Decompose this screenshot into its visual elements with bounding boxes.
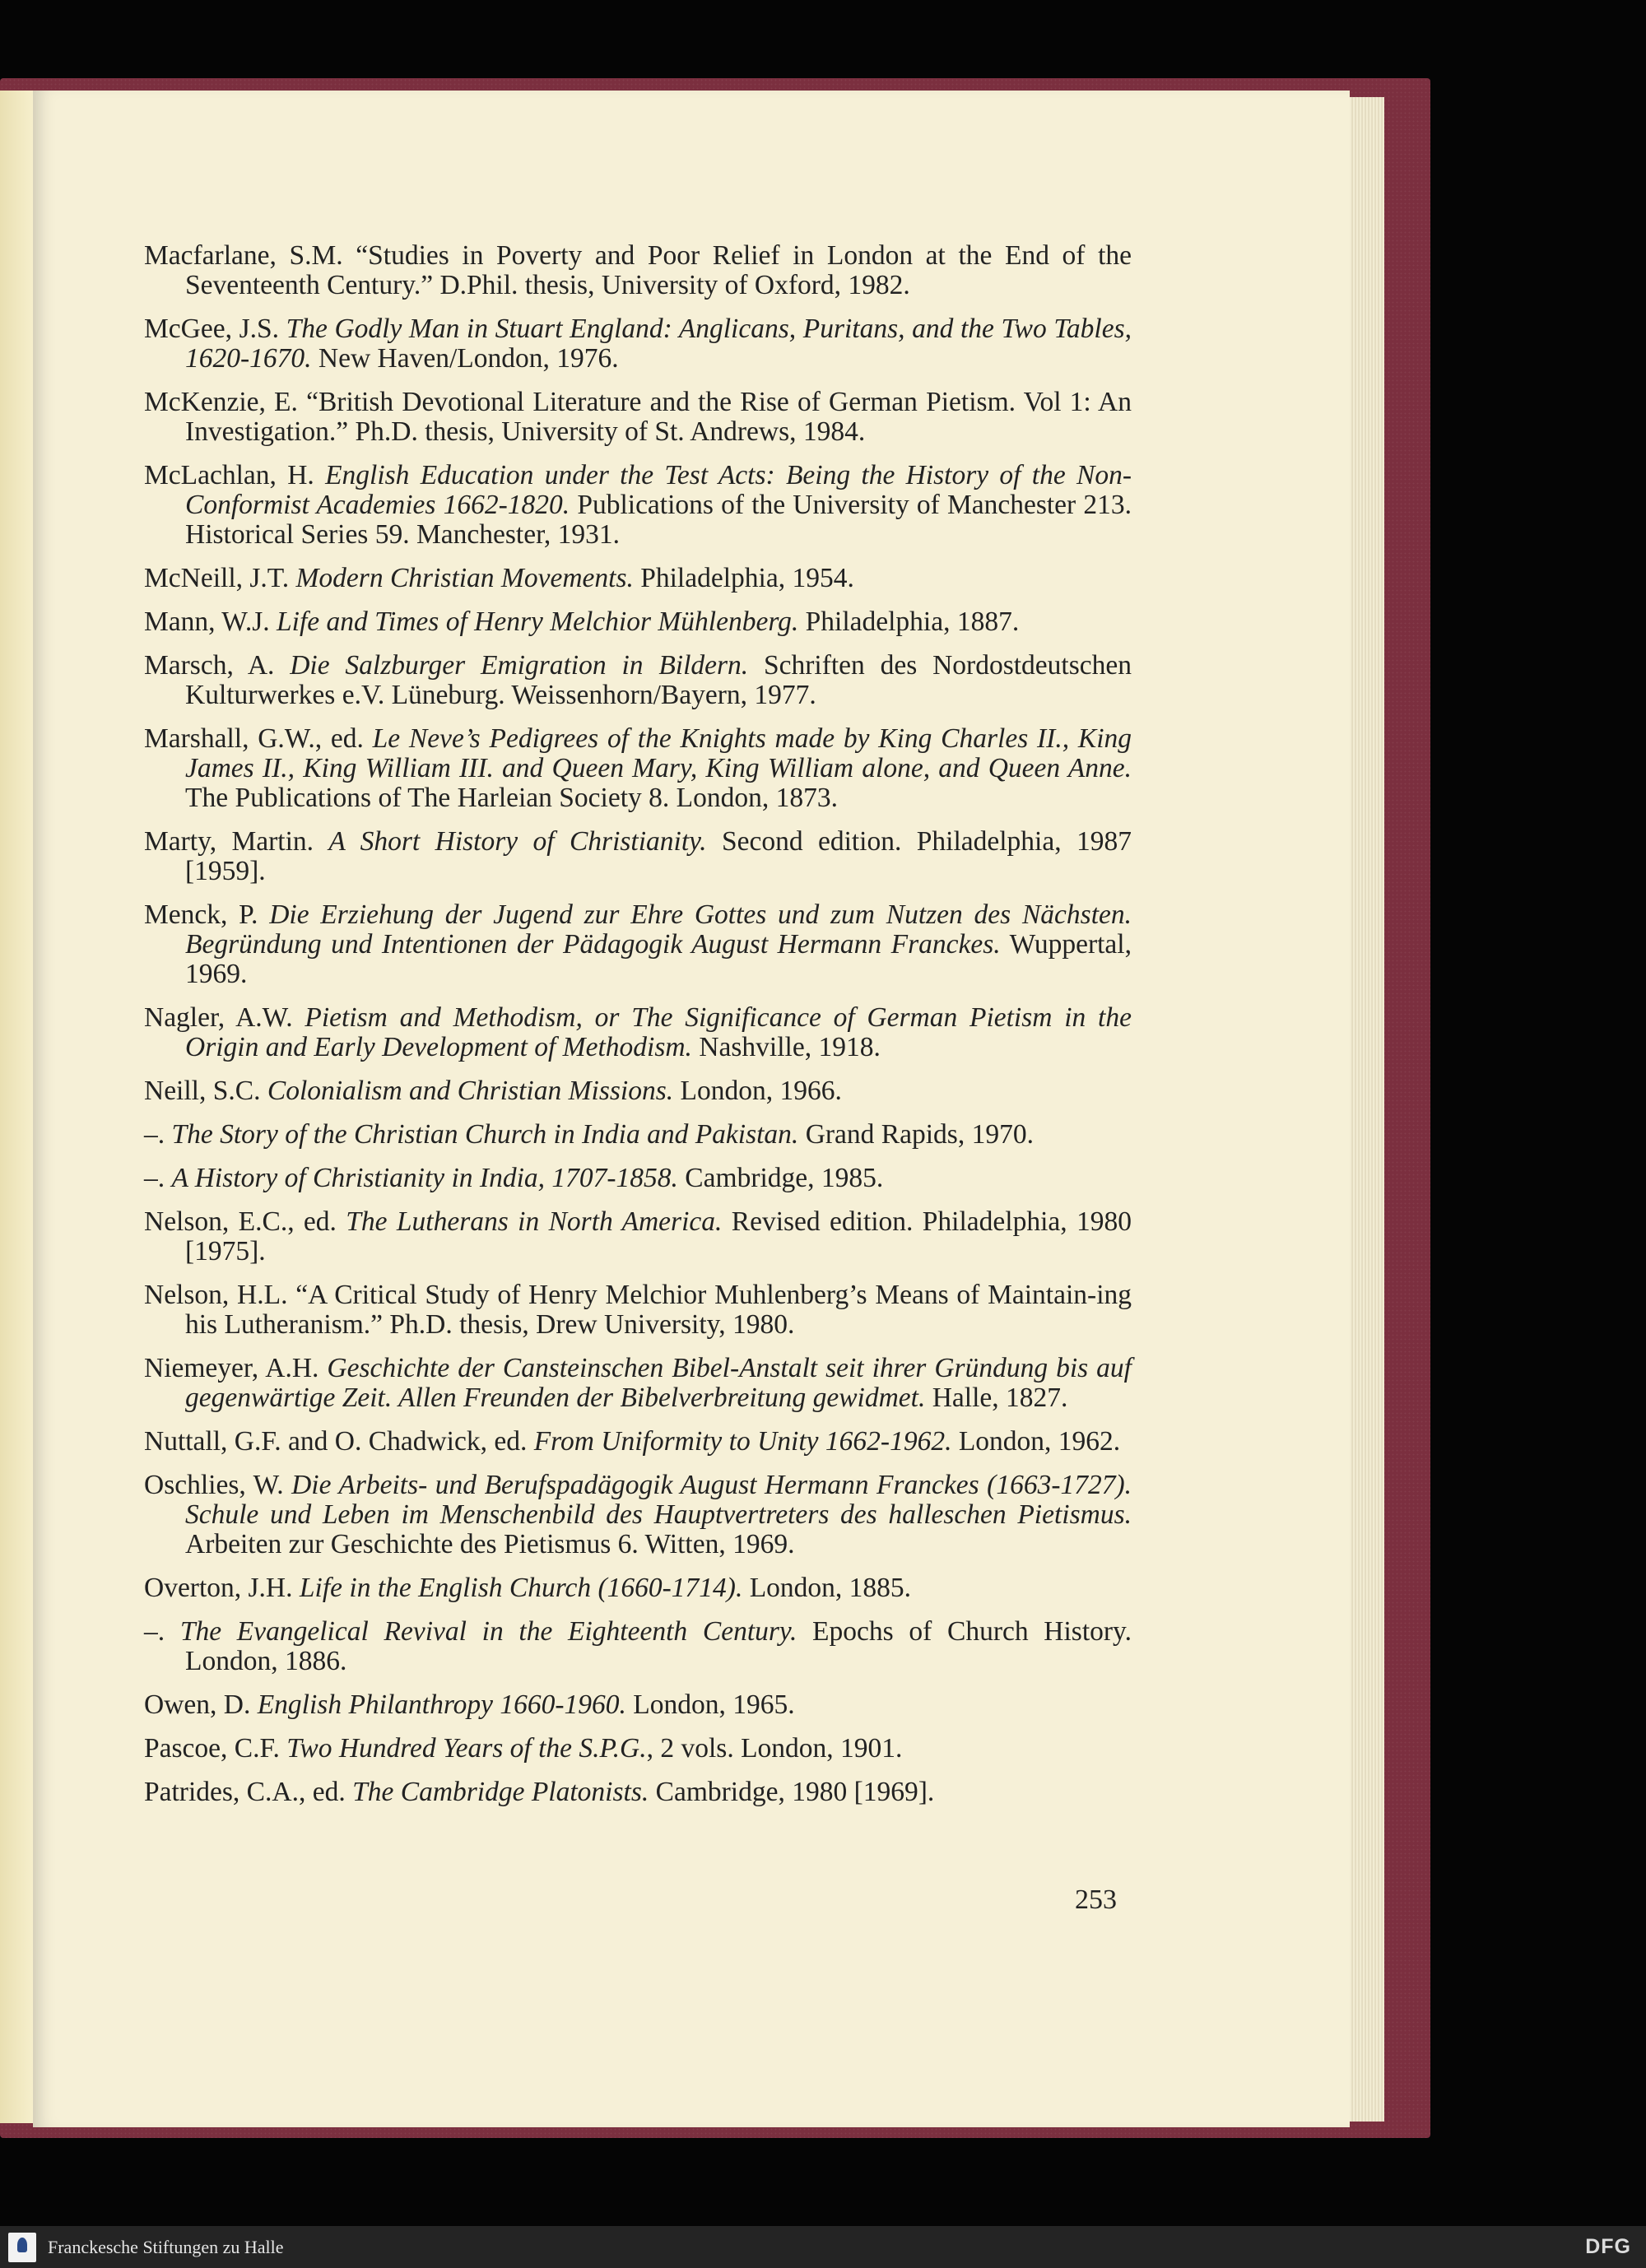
entry-title: The Lutherans in North America. <box>346 1206 723 1237</box>
entry-text: Menck, P. <box>144 899 270 930</box>
bibliography-entry <box>144 900 1132 989</box>
entry-text: Niemeyer, A.H. <box>144 1353 328 1383</box>
entry-title: English Education under the Test Acts: Being the History of the Non-Conformist Academies 1662-1820. <box>185 460 1132 520</box>
bibliography-entry <box>144 241 1132 300</box>
entry-text: Pascoe, C.F. <box>144 1733 287 1764</box>
entry-text: Marshall, G.W., ed. <box>144 723 373 754</box>
entry-text: McNeill, J.T. <box>144 563 296 593</box>
entry-title: The Godly Man in Stuart England: Anglicans, Puritans, and the Two Tables, 1620-1670. <box>185 314 1132 374</box>
entry-text: Neill, S.C. <box>144 1076 267 1106</box>
entry-text: The Publications of The Harleian Society 8. London, 1873. <box>185 783 838 813</box>
page-stack-edges <box>1350 97 1384 2122</box>
entry-text: –. <box>144 1163 172 1193</box>
bibliography-entry <box>144 1164 1132 1193</box>
bibliography-entry <box>144 564 1132 593</box>
entry-title: English Philanthropy 1660-1960. <box>257 1689 626 1720</box>
entry-text: McGee, J.S. <box>144 314 286 344</box>
entry-title: Colonialism and Christian Missions. <box>267 1076 674 1106</box>
bibliography-entry <box>144 1120 1132 1150</box>
entry-title: Le Neve’s Pedigrees of the Knights made by King Charles II., King James II., King William III. and Queen Mary, King William alone, and Queen Anne. <box>185 723 1132 783</box>
bibliography-entry <box>144 724 1132 813</box>
entry-title: The Story of the Christian Church in India and Pakistan. <box>171 1119 799 1150</box>
entry-title: Life and Times of Henry Melchior Mühlenberg. <box>277 607 799 637</box>
entry-text: Nelson, E.C., ed. <box>144 1206 346 1237</box>
entry-title: Die Arbeits- und Berufspadägogik August Hermann Franckes (1663-1727). Schule und Leben im Menschenbild des Hauptvertreters des halleschen Pietismus. <box>185 1470 1132 1530</box>
entry-text: Oschlies, W. <box>144 1470 292 1500</box>
entry-text: Mann, W.J. <box>144 607 277 637</box>
entry-title: A History of Christianity in India, 1707-1858. <box>171 1163 678 1193</box>
bibliography-entry <box>144 1354 1132 1413</box>
entry-text: –. <box>144 1119 172 1150</box>
bibliography-entry <box>144 607 1132 637</box>
entry-text: Philadelphia, 1887. <box>798 607 1020 637</box>
entry-title: Life in the English Church (1660-1714). <box>299 1573 743 1603</box>
entry-title: The Evangelical Revival in the Eighteenth Century. <box>179 1616 797 1647</box>
entry-text: New Haven/London, 1976. <box>311 343 619 374</box>
entry-text: Cambridge, 1985. <box>677 1163 884 1193</box>
entry-text: London, 1962. <box>951 1426 1121 1457</box>
entry-text: Marty, Martin. <box>144 826 329 857</box>
entry-title: Geschichte der Cansteinschen Bibel-Anstalt seit ihrer Gründung bis auf gegenwärtige Zeit. Allen Freunden der Bibelverbreitung gewidmet. <box>185 1353 1132 1413</box>
entry-title: Die Erziehung der Jugend zur Ehre Gottes und zum Nutzen des Nächsten. Begründung und Intentionen der Pädagogik August Hermann Franckes. <box>185 899 1132 960</box>
bibliography-entry <box>144 1427 1132 1457</box>
entry-text: Owen, D. <box>144 1689 258 1720</box>
entry-text: Epochs of Church History. London, 1886. <box>185 1616 1132 1676</box>
entry-text: Patrides, C.A., ed. <box>144 1777 353 1807</box>
entry-text: McKenzie, E. “British Devotional Literature and the Rise of German Pietism. Vol 1: An Investigation.” Ph.D. thesis, University of St. Andrews, 1984. <box>144 387 1132 447</box>
entry-text: Nashville, 1918. <box>691 1032 881 1062</box>
entry-text: Halle, 1827. <box>925 1383 1068 1413</box>
entry-text: Schriften des Nordostdeutschen Kulturwerkes e.V. Lüneburg. Weissenhorn/Bayern, 1977. <box>185 650 1132 710</box>
entry-text: Nelson, H.L. “A Critical Study of Henry Melchior Muhlenberg’s Means of Maintain-ing his Lutheranism.” Ph.D. thesis, Drew University, 1980. <box>144 1280 1132 1340</box>
bibliography-entry <box>144 314 1132 374</box>
bibliography-entry <box>144 461 1132 550</box>
bibliography-entry <box>144 1573 1132 1603</box>
entry-text: –. <box>144 1616 180 1647</box>
bibliography-list <box>144 241 1132 1821</box>
entry-text: Revised edition. Philadelphia, 1980 [1975]. <box>185 1206 1132 1266</box>
page-number: 253 <box>1075 1885 1117 1915</box>
bibliography-entry <box>144 1778 1132 1807</box>
entry-title: The Cambridge Platonists. <box>352 1777 649 1807</box>
bibliography-entry <box>144 1003 1132 1062</box>
entry-title: Modern Christian Movements. <box>295 563 634 593</box>
entry-text: Grand Rapids, 1970. <box>798 1119 1034 1150</box>
entry-text: Publications of the University of Manchester 213. Historical Series 59. Manchester, 1931. <box>185 490 1132 550</box>
entry-text: Nuttall, G.F. and O. Chadwick, ed. <box>144 1426 534 1457</box>
bibliography-entry <box>144 1690 1132 1720</box>
entry-text: McLachlan, H. <box>144 460 326 490</box>
bibliography-entry <box>144 827 1132 886</box>
entry-text: , 2 vols. London, 1901. <box>646 1733 903 1764</box>
entry-text: Second edition. Philadelphia, 1987 [1959]. <box>185 826 1132 886</box>
entry-text: Marsch, A. <box>144 650 291 681</box>
viewer-footer-bar <box>0 2226 1646 2268</box>
bibliography-entry <box>144 388 1132 447</box>
entry-title: Two Hundred Years of the S.P.G. <box>286 1733 647 1764</box>
left-page-edge <box>0 91 33 2123</box>
entry-text: Macfarlane, S.M. “Studies in Poverty and Poor Relief in London at the End of the Seventeenth Century.” D.Phil. thesis, University of Oxford, 1982. <box>144 240 1132 300</box>
bibliography-entry <box>144 1280 1132 1340</box>
bibliography-entry <box>144 1076 1132 1106</box>
entry-text: London, 1965. <box>625 1689 795 1720</box>
entry-text: Cambridge, 1980 [1969]. <box>649 1777 935 1807</box>
entry-text: Arbeiten zur Geschichte des Pietismus 6. Witten, 1969. <box>185 1529 795 1559</box>
entry-title: Die Salzburger Emigration in Bildern. <box>290 650 749 681</box>
entry-title: From Uniformity to Unity 1662-1962. <box>533 1426 952 1457</box>
entry-text: Nagler, A.W. <box>144 1002 305 1033</box>
entry-text: London, 1885. <box>742 1573 912 1603</box>
bibliography-entry <box>144 1471 1132 1559</box>
entry-text: Overton, J.H. <box>144 1573 300 1603</box>
entry-text: Wuppertal, 1969. <box>185 929 1132 989</box>
bibliography-entry <box>144 1207 1132 1266</box>
entry-title: Pietism and Methodism, or The Significance of German Pietism in the Origin and Early Development of Methodism. <box>185 1002 1132 1062</box>
entry-text: London, 1966. <box>673 1076 842 1106</box>
institution-logo-icon <box>8 2233 36 2262</box>
institution-name[interactable]: Franckesche Stiftungen zu Halle <box>48 2237 284 2257</box>
entry-title: A Short History of Christianity. <box>328 826 707 857</box>
dfg-logo[interactable]: DFG <box>1585 2235 1631 2258</box>
bibliography-entry <box>144 1617 1132 1676</box>
bibliography-entry <box>144 1734 1132 1764</box>
entry-text: Philadelphia, 1954. <box>633 563 854 593</box>
bibliography-entry <box>144 651 1132 710</box>
